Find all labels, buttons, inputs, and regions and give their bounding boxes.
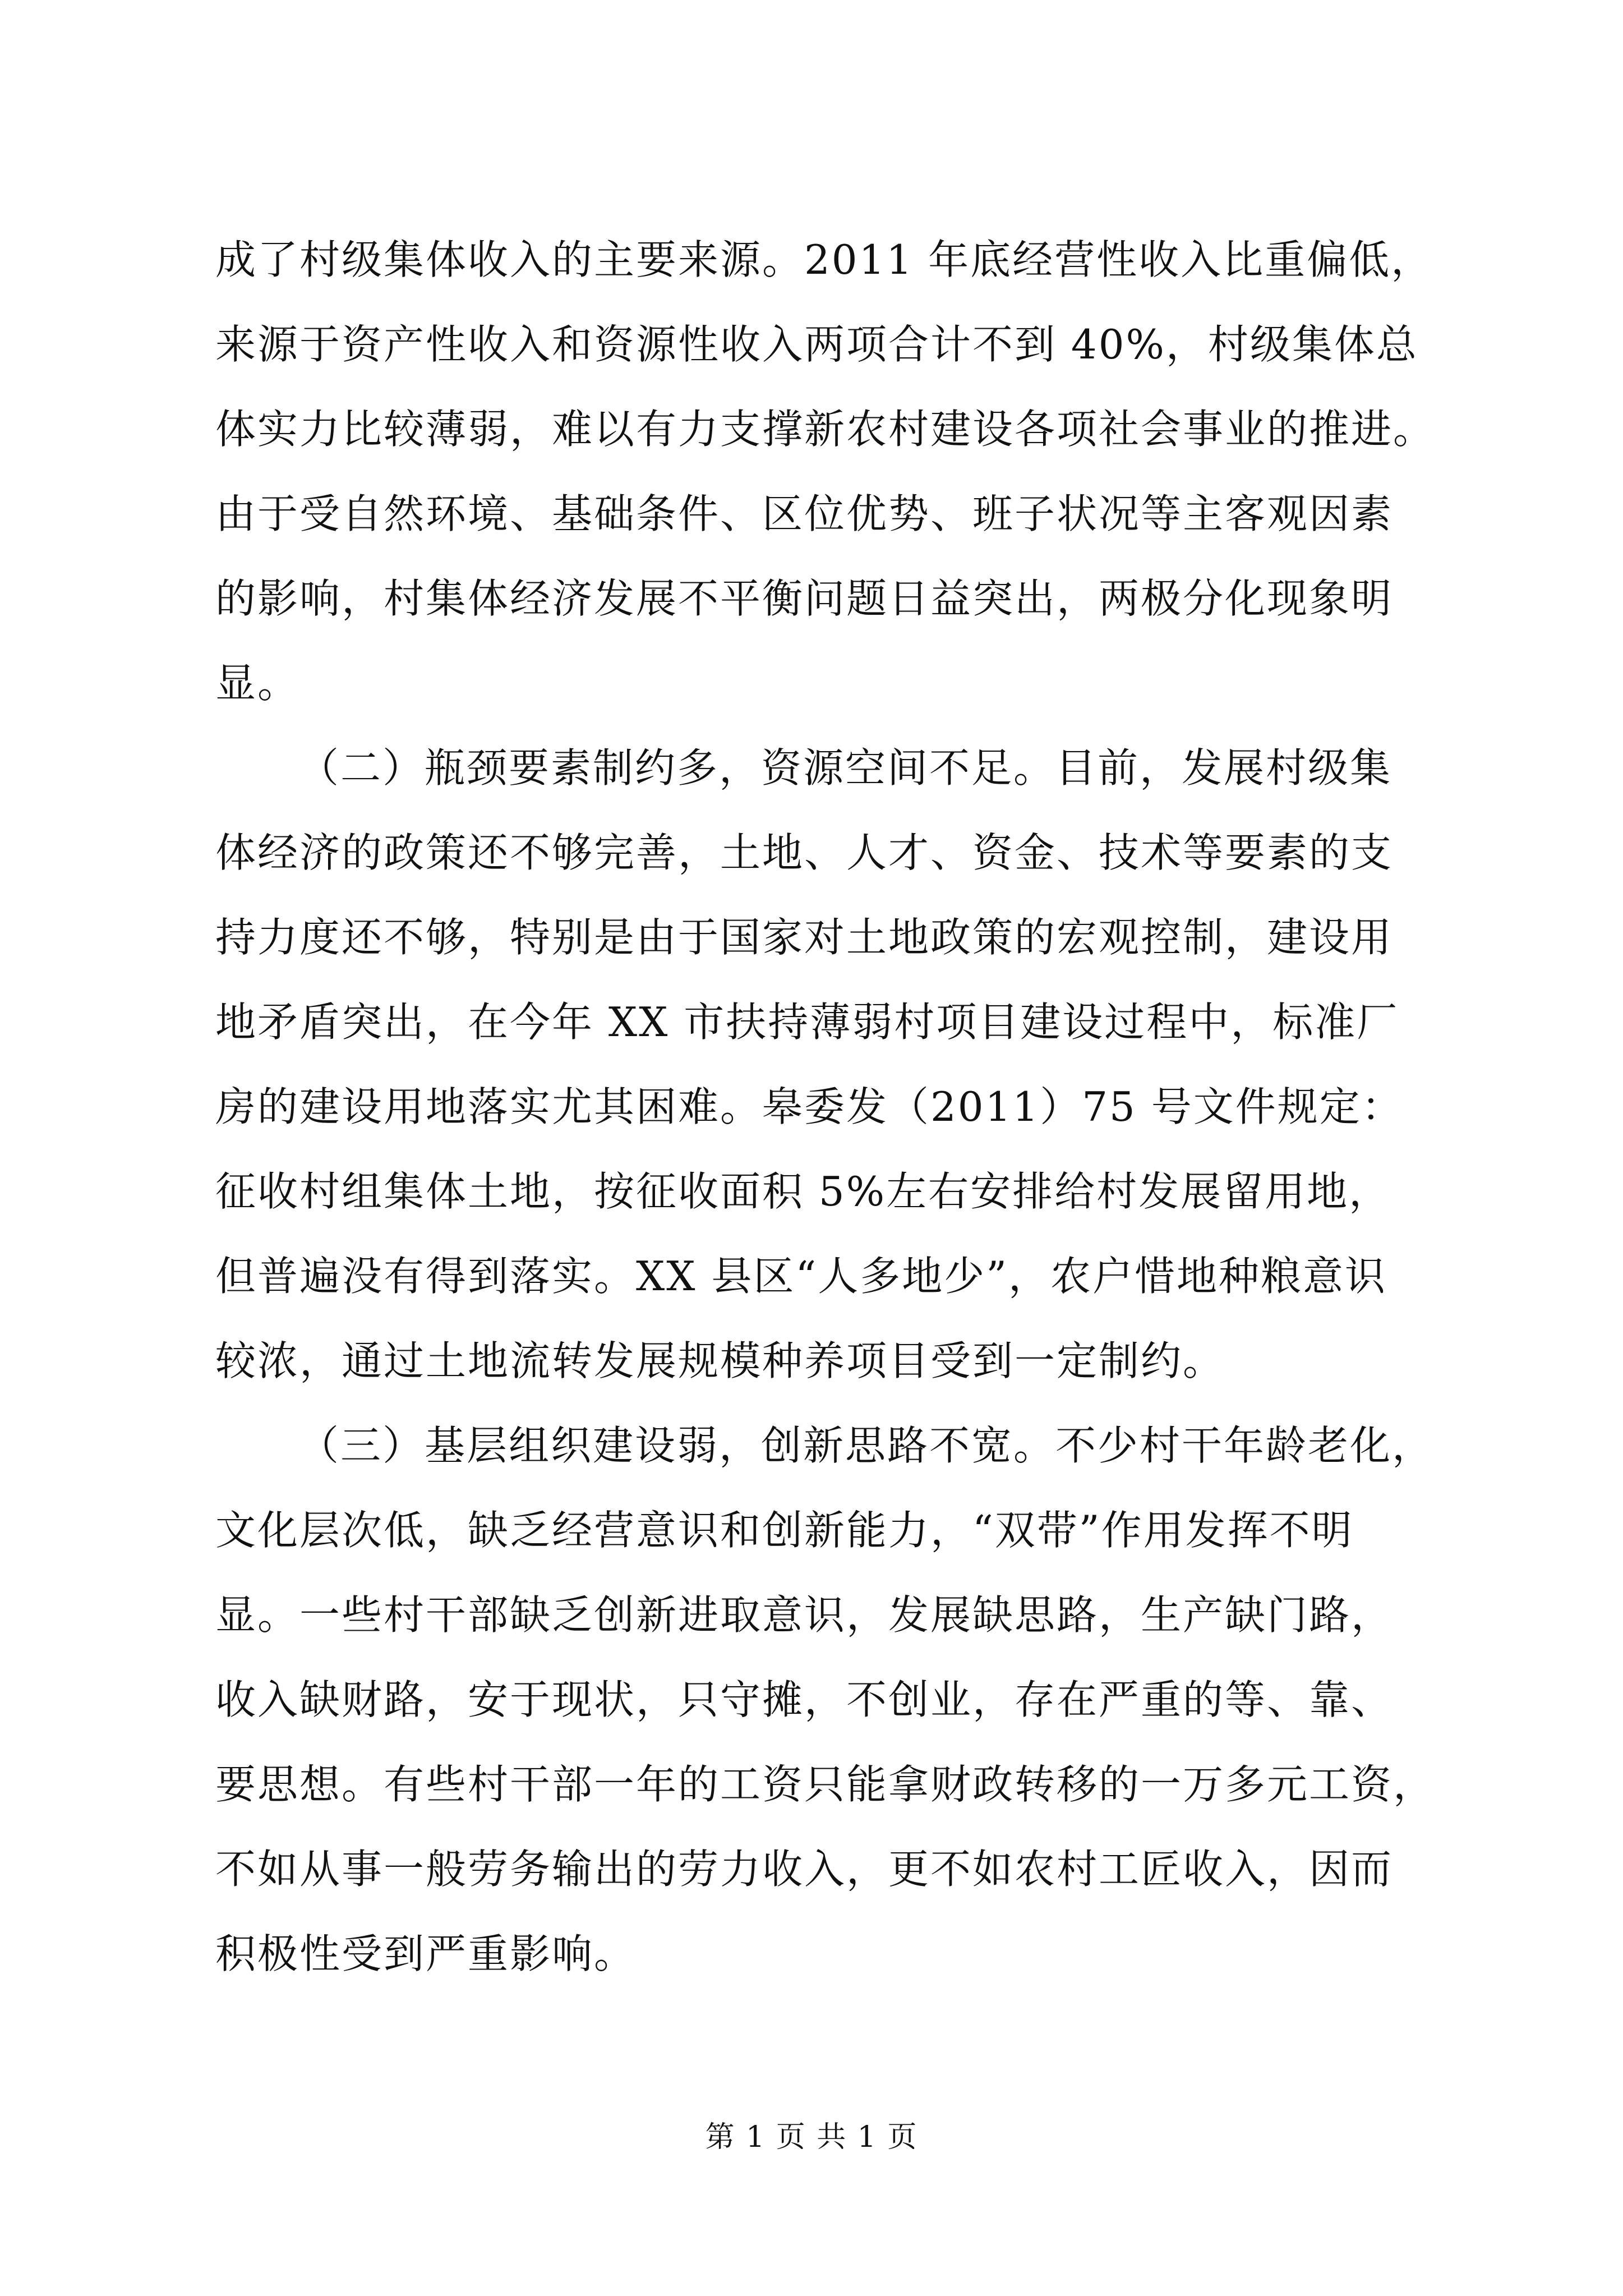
text-line: 房的建设用地落实尤其困难。皋委发（2011）75 号文件规定： bbox=[215, 1083, 1404, 1130]
text-line: 成了村级集体收入的主要来源。2011 年底经营性收入比重偏低， bbox=[215, 236, 1433, 283]
text-line: 积极性受到严重影响。 bbox=[215, 1930, 637, 1977]
text-line: 体实力比较薄弱，难以有力支撑新农村建设各项社会事业的推进。 bbox=[215, 406, 1436, 453]
text-line: 的影响，村集体经济发展不平衡问题日益突出，两极分化现象明 bbox=[215, 575, 1394, 622]
text-line: 要思想。有些村干部一年的工资只能拿财政转移的一万多元工资， bbox=[215, 1761, 1436, 1808]
text-line: 来源于资产性收入和资源性收入两项合计不到 40%，村级集体总 bbox=[215, 321, 1418, 368]
text-line: 较浓，通过土地流转发展规模种养项目受到一定制约。 bbox=[215, 1337, 1225, 1384]
document-body bbox=[215, 218, 1477, 1996]
text-line: 文化层次低，缺乏经营意识和创新能力，“双带”作用发挥不明 bbox=[215, 1507, 1354, 1554]
text-line: 显。 bbox=[215, 660, 300, 707]
text-line: （三）基层组织建设弱，创新思路不宽。不少村干年龄老化， bbox=[298, 1422, 1435, 1469]
text-line: 不如从事一般劳务输出的劳力收入，更不如农村工匠收入，因而 bbox=[215, 1846, 1394, 1893]
text-line: 由于受自然环境、基础条件、区位优势、班子状况等主客观因素 bbox=[215, 490, 1394, 537]
text-line: 收入缺财路，安于现状，只守摊，不创业，存在严重的等、靠、 bbox=[215, 1676, 1394, 1723]
text-line: 体经济的政策还不够完善，土地、人才、资金、技术等要素的支 bbox=[215, 829, 1394, 876]
text-line: （二）瓶颈要素制约多，资源空间不足。目前，发展村级集 bbox=[298, 744, 1393, 792]
text-line: 征收村组集体土地，按征收面积 5%左右安排给村发展留用地， bbox=[215, 1168, 1391, 1215]
text-line: 地矛盾突出，在今年 XX 市扶持薄弱村项目建设过程中，标准厂 bbox=[215, 999, 1399, 1046]
text-line: 显。一些村干部缺乏创新进取意识，发展缺思路，生产缺门路， bbox=[215, 1591, 1394, 1639]
text-line: 持力度还不够，特别是由于国家对土地政策的宏观控制，建设用 bbox=[215, 914, 1394, 961]
page-footer: 第 1 页 共 1 页 bbox=[705, 2120, 918, 2154]
text-line: 但普遍没有得到落实。XX 县区“人多地少”，农户惜地种粮意识 bbox=[215, 1253, 1387, 1300]
